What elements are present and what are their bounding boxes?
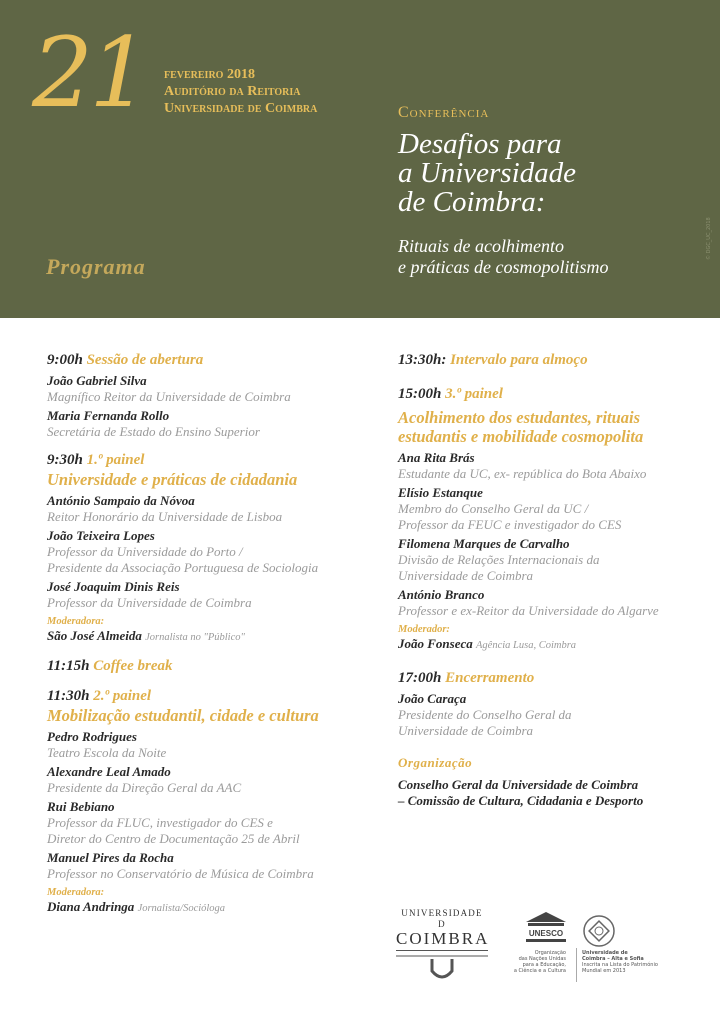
speaker — [47, 850, 367, 882]
speaker-role: Professor da Universidade do Porto / Presidente da Associação Portuguesa de Sociologia — [47, 544, 319, 575]
speaker-name: João Caraça — [398, 691, 467, 706]
moderator-name: João Fonseca — [398, 636, 473, 651]
world-heritage-caption — [582, 950, 672, 974]
session-label: Sessão de abertura — [86, 352, 204, 368]
session-time: 9:30h — [47, 452, 83, 468]
moderator-role: Jornalista/Socióloga — [137, 903, 226, 914]
conference-label: Conferência — [398, 104, 490, 121]
speaker — [47, 408, 367, 440]
speaker-role: Presidente da Direção Geral da AAC — [47, 780, 242, 795]
organization-text: Conselho Geral da Universidade de Coimbra – Comissão de Cultura, Cidadania e Desporto — [398, 777, 644, 808]
session-time: 11:15h — [47, 658, 90, 674]
session-time: 17:00h — [398, 670, 442, 686]
speaker-name: Rui Bebiano — [47, 799, 115, 814]
title-line: de Coimbra: — [398, 186, 546, 218]
university-coimbra-logo — [396, 908, 488, 987]
moderator — [47, 628, 367, 646]
speaker — [47, 799, 367, 847]
session-panel-1 — [47, 450, 367, 646]
speaker-role: Reitor Honorário da Universidade de Lisboa — [47, 509, 283, 524]
session-lunch — [398, 350, 698, 370]
event-date-venue — [164, 66, 317, 117]
speaker — [47, 579, 367, 611]
moderator — [47, 899, 367, 917]
program-left-column — [47, 350, 367, 927]
uc-logo-small-text: UNIVERSIDADE D — [401, 908, 483, 929]
unesco-word: UNESCO — [528, 929, 564, 938]
unesco-temple-icon — [516, 910, 576, 946]
speaker-role: Magnífico Reitor da Universidade de Coimbra — [47, 389, 291, 404]
session-header — [47, 686, 367, 706]
speaker — [398, 536, 698, 584]
speaker-role: Divisão de Relações Internacionais da Universidade de Coimbra — [398, 552, 600, 583]
speaker-name: António Branco — [398, 587, 485, 602]
speaker — [47, 493, 367, 525]
speaker — [47, 528, 367, 576]
speaker-name: Alexandre Leal Amado — [47, 764, 171, 779]
session-header — [47, 350, 367, 370]
session-closing — [398, 668, 698, 739]
session-label: Intervalo para almoço — [450, 352, 588, 368]
event-month-year: fevereiro 2018 — [164, 67, 255, 82]
speaker-role: Membro do Conselho Geral da UC / Professor da FEUC e investigador do CES — [398, 501, 622, 532]
uc-logo-big-text: COIMBRA — [396, 929, 490, 948]
session-time: 9:00h — [47, 352, 83, 368]
design-credit: © DGC_UC_2018 — [706, 217, 712, 260]
speaker — [47, 729, 367, 761]
program-right-column — [398, 350, 698, 809]
speaker-name: João Gabriel Silva — [47, 373, 147, 388]
event-venue: Auditório da Reitoria — [164, 84, 301, 99]
speaker-name: António Sampaio da Nóvoa — [47, 493, 195, 508]
wh-caption-text: Inscrita na Lista do Património Mundial em 2013 — [582, 962, 658, 974]
session-header — [398, 350, 698, 370]
panel-theme: Mobilização estudantil, cidade e cultura — [47, 706, 319, 725]
speaker-name: Maria Fernanda Rollo — [47, 408, 170, 423]
panel-theme: Acolhimento dos estudantes, rituais estudantis e mobilidade cosmopolita — [398, 408, 644, 446]
session-header — [398, 384, 698, 404]
conference-subtitle — [398, 236, 608, 278]
session-time: 15:00h — [398, 386, 442, 402]
uc-logo-rule — [396, 950, 488, 951]
session-time: 11:30h — [47, 688, 90, 704]
moderator-label: Moderador: — [398, 624, 450, 635]
event-institution: Universidade de Coimbra — [164, 101, 318, 116]
speaker-role: Teatro Escola da Noite — [47, 745, 167, 760]
unesco-caption: Organização das Nações Unidas para a Educação, a Ciência e a Cultura — [513, 950, 566, 974]
speaker — [398, 691, 698, 739]
speaker-name: João Teixeira Lopes — [47, 528, 155, 543]
session-time: 13:30h: — [398, 352, 447, 368]
speaker-name: Manuel Pires da Rocha — [47, 850, 174, 865]
moderator-label: Moderadora: — [47, 616, 105, 627]
session-label: 1.º painel — [86, 452, 145, 468]
speaker — [47, 373, 367, 405]
speaker-role: Secretária de Estado do Ensino Superior — [47, 424, 260, 439]
logos-footer — [396, 908, 696, 988]
speaker-name: Elísio Estanque — [398, 485, 483, 500]
uc-emblem-icon — [396, 953, 488, 983]
speaker-role: Estudante da UC, ex- república do Bota Abaixo — [398, 466, 647, 481]
speaker-role: Professor da FLUC, investigador do CES e Diretor do Centro de Documentação 25 de Abril — [47, 815, 300, 846]
speaker-role: Professor e ex-Reitor da Universidade do Algarve — [398, 603, 659, 618]
session-header — [47, 656, 367, 676]
moderator-name: Diana Andringa — [47, 899, 135, 914]
subtitle-line: Rituais de acolhimento — [398, 236, 564, 256]
moderator-name: São José Almeida — [47, 628, 142, 643]
speaker — [47, 764, 367, 796]
organization-title: Organização — [398, 755, 473, 770]
moderator-role: Agência Lusa, Coimbra — [476, 640, 577, 651]
speaker-name: Pedro Rodrigues — [47, 729, 137, 744]
conference-title — [398, 130, 698, 217]
panel-theme: Universidade e práticas de cidadania — [47, 470, 298, 489]
moderator-label: Moderadora: — [47, 887, 105, 898]
moderator — [398, 636, 698, 654]
session-label: 3.º painel — [445, 386, 503, 402]
speaker — [398, 587, 698, 619]
session-label: 2.º painel — [93, 688, 152, 704]
speaker — [398, 485, 698, 533]
title-line: Desafios para — [398, 128, 562, 160]
programa-heading: Programa — [46, 254, 146, 279]
organization-block — [398, 755, 698, 809]
event-day: 21 — [32, 17, 147, 129]
session-label: Coffee break — [93, 658, 173, 674]
speaker-role: Professor no Conservatório de Música de Coimbra — [47, 866, 314, 881]
speaker-name: Ana Rita Brás — [398, 450, 475, 465]
world-heritage-icon — [582, 914, 616, 948]
moderator-role: Jornalista no "Público" — [145, 632, 245, 643]
speaker — [398, 450, 698, 482]
speaker-name: José Joaquim Dinis Reis — [47, 579, 180, 594]
logo-divider — [576, 948, 577, 982]
speaker-role: Presidente do Conselho Geral da Universidade de Coimbra — [398, 707, 572, 738]
session-header — [47, 450, 367, 470]
session-label: Encerramento — [445, 670, 535, 686]
session-opening — [47, 350, 367, 440]
header-banner — [0, 0, 720, 318]
title-line: a Universidade — [398, 157, 576, 189]
subtitle-line: e práticas de cosmopolitismo — [398, 257, 609, 277]
session-panel-3 — [398, 384, 698, 654]
wh-caption-title: Universidade de Coimbra – Alta e Sofia — [582, 950, 644, 962]
speaker-name: Filomena Marques de Carvalho — [398, 536, 570, 551]
session-coffee-break — [47, 656, 367, 676]
session-panel-2 — [47, 686, 367, 917]
speaker-role: Professor da Universidade de Coimbra — [47, 595, 252, 610]
session-header — [398, 668, 698, 688]
